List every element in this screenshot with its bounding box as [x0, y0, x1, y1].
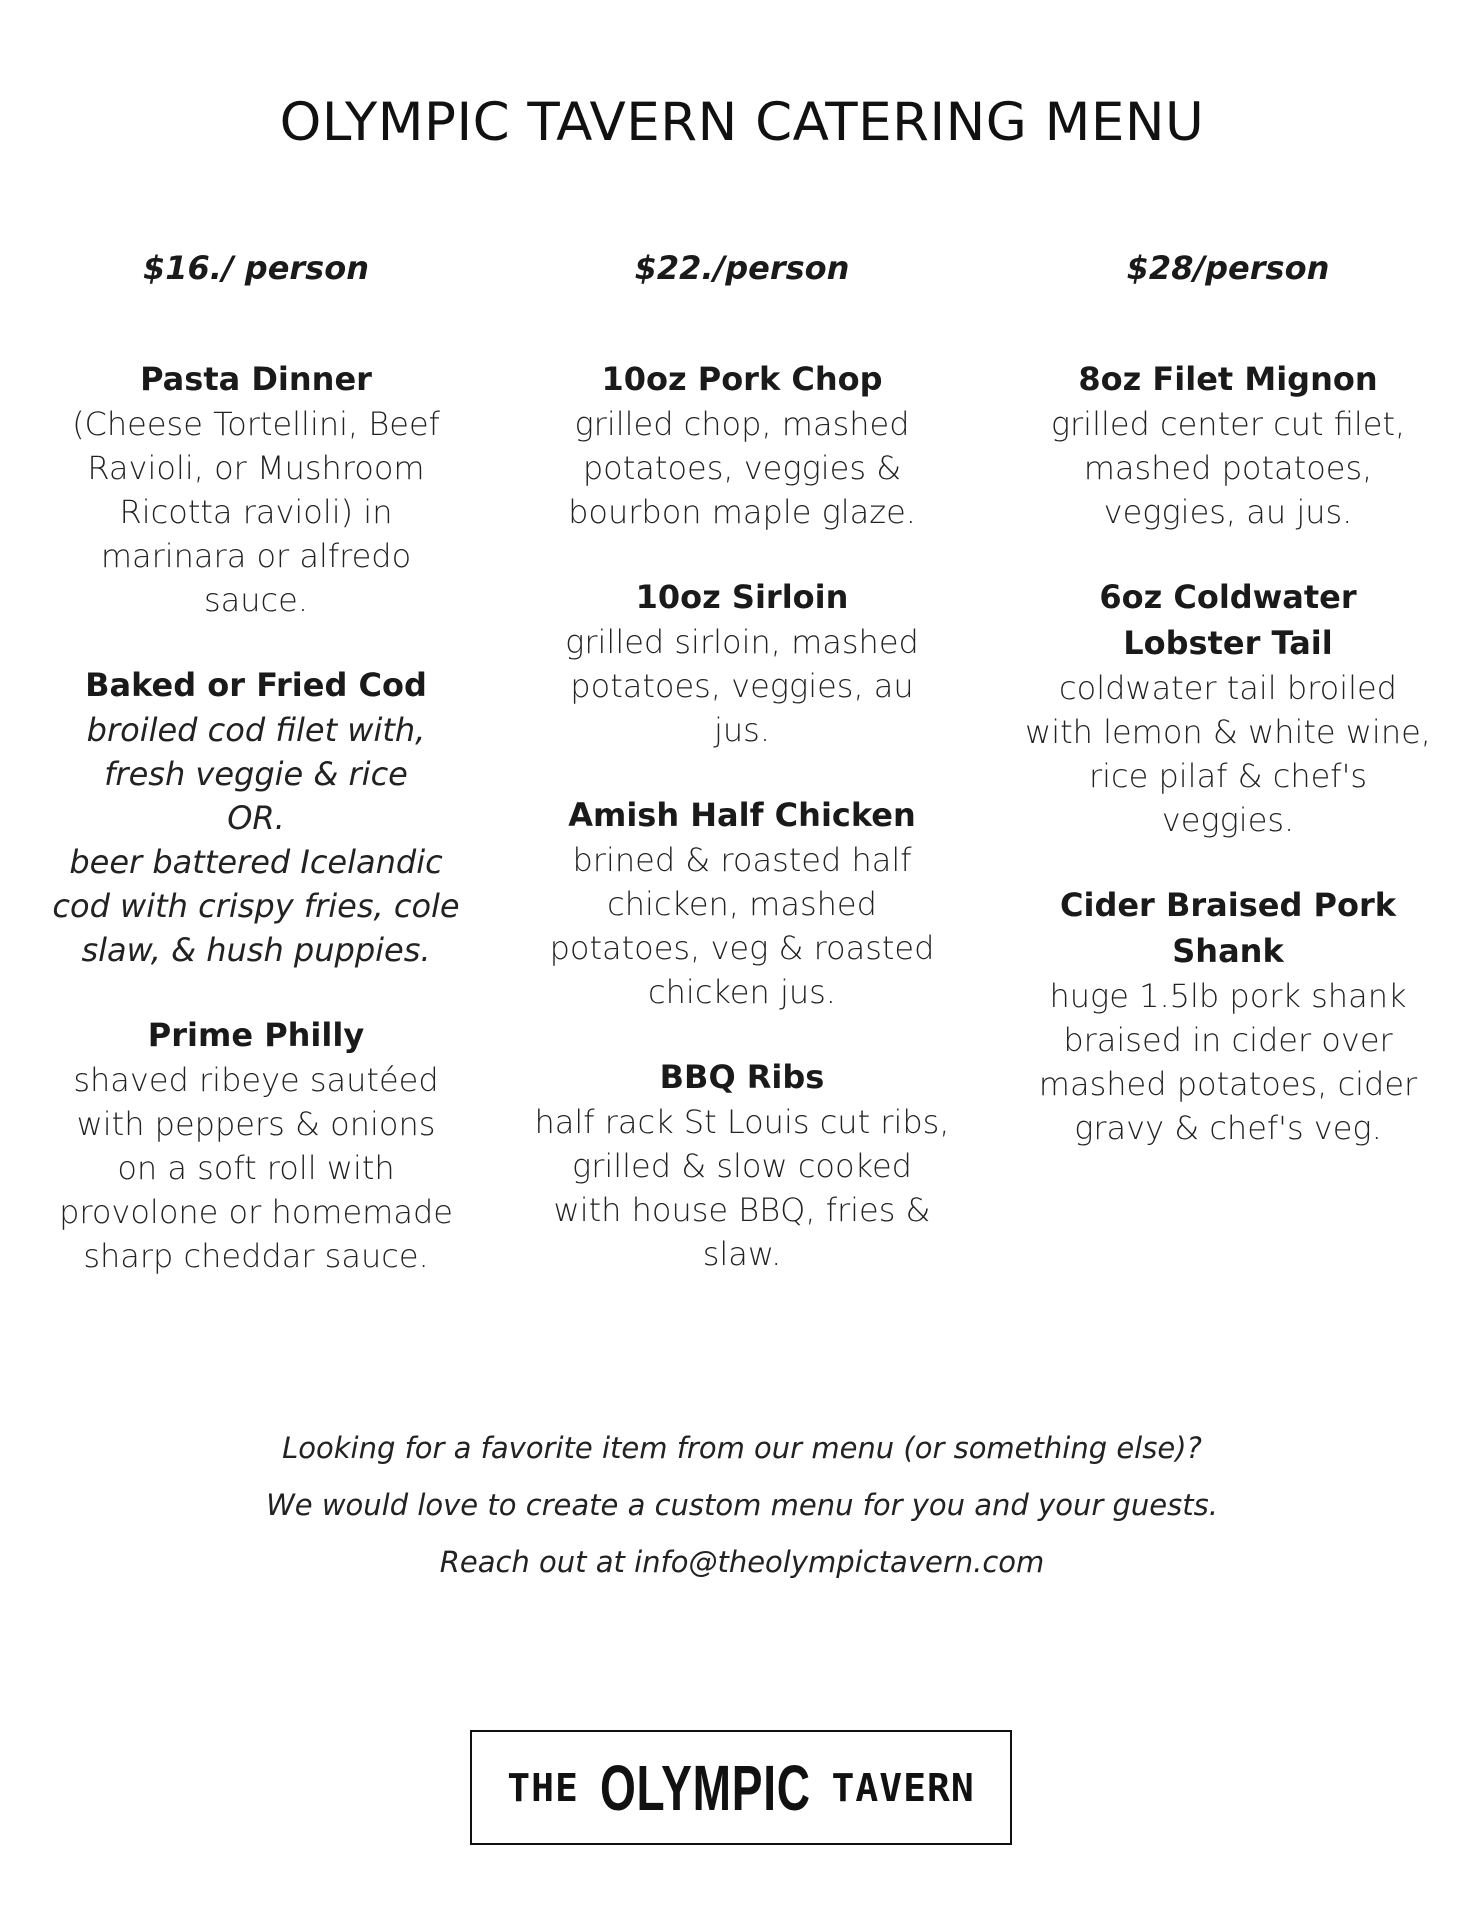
menu-item-name: Amish Half Chicken — [568, 796, 916, 834]
description-line: coldwater tail broiled — [1059, 669, 1397, 707]
menu-item-name: 10oz Sirloin — [635, 578, 849, 616]
menu-column — [1018, 248, 1438, 1190]
menu-item — [1018, 882, 1438, 1150]
menu-item-name: 6oz Coldwater — [1099, 578, 1357, 616]
description-line: slaw. — [702, 1235, 782, 1273]
description-line: mashed potatoes, — [1083, 449, 1373, 487]
menu-item-name: 8oz Filet Mignon — [1078, 360, 1378, 398]
description-line: slaw, & hush puppies. — [81, 931, 431, 969]
logo-word-tavern: TAVERN — [831, 1765, 975, 1810]
description-line: sharp cheddar sauce. — [83, 1237, 429, 1275]
menu-item — [532, 356, 952, 534]
description-line: marinara or alfredo — [100, 537, 412, 575]
description-line: braised in cider over — [1063, 1021, 1393, 1059]
description-line: chicken, mashed — [607, 885, 877, 923]
menu-item-description — [46, 1058, 466, 1278]
description-line: OR. — [227, 799, 285, 837]
menu-item — [1018, 574, 1438, 842]
description-line: Ravioli, or Mushroom — [87, 449, 425, 487]
description-line: grilled & slow cooked — [572, 1147, 912, 1185]
description-line: potatoes, veg & roasted — [549, 929, 935, 967]
description-line: with lemon & white wine, — [1025, 713, 1431, 751]
menu-item-description — [532, 402, 952, 534]
description-line: bourbon maple glaze. — [568, 493, 916, 531]
price-per-person: $22./person — [634, 249, 850, 287]
menu-item — [532, 574, 952, 752]
menu-column — [46, 248, 466, 1318]
description-line: fresh veggie & rice — [104, 755, 408, 793]
menu-item — [46, 356, 466, 622]
menu-item — [1018, 356, 1438, 534]
menu-item-name: Cider Braised Pork — [1059, 886, 1396, 924]
description-line: chicken jus. — [648, 973, 836, 1011]
menu-item-name: Lobster Tail — [1123, 624, 1333, 662]
custom-menu-note — [0, 1420, 1484, 1591]
description-line: potatoes, veggies & — [582, 449, 902, 487]
description-line: broiled cod filet with, — [86, 711, 426, 749]
description-line: potatoes, veggies, au — [570, 667, 914, 705]
menu-item-description — [46, 402, 466, 622]
menu-item — [532, 792, 952, 1014]
menu-item-description — [1018, 666, 1438, 842]
menu-item-name: Shank — [1172, 932, 1284, 970]
description-line: provolone or homemade — [59, 1193, 453, 1231]
description-line: jus. — [713, 711, 770, 749]
menu-item-name: Prime Philly — [147, 1016, 365, 1054]
menu-item-description — [532, 620, 952, 752]
footer-line: We would love to create a custom menu for you and your guests. — [266, 1488, 1218, 1522]
menu-item-description — [532, 1100, 952, 1276]
menu-item — [46, 1012, 466, 1278]
page-title: OLYMPIC TAVERN CATERING MENU — [279, 92, 1205, 153]
menu-item-description — [532, 838, 952, 1014]
menu-item-name: Pasta Dinner — [140, 360, 372, 398]
footer-line: Reach out at info@theolympictavern.com — [439, 1545, 1045, 1579]
description-line: Ricotta ravioli) in — [119, 493, 393, 531]
menu-item-description — [46, 708, 466, 972]
menu-item — [46, 662, 466, 972]
menu-item-description — [1018, 974, 1438, 1150]
description-line: grilled sirloin, mashed — [565, 623, 919, 661]
logo-word-olympic: OLYMPIC — [599, 1751, 811, 1824]
description-line: with peppers & onions — [76, 1105, 436, 1143]
footer-line: Looking for a favorite item from our menu (or something else)? — [282, 1431, 1202, 1465]
description-line: mashed potatoes, cider — [1038, 1065, 1418, 1103]
price-per-person: $16./ person — [143, 249, 369, 287]
description-line: gravy & chef's veg. — [1074, 1109, 1382, 1147]
description-line: grilled center cut filet, — [1050, 405, 1406, 443]
olympic-tavern-logo — [470, 1730, 1012, 1845]
description-line: brined & roasted half — [572, 841, 912, 879]
menu-item-name: 10oz Pork Chop — [601, 360, 883, 398]
description-line: veggies, au jus. — [1103, 493, 1353, 531]
description-line: with house BBQ, fries & — [553, 1191, 931, 1229]
description-line: rice pilaf & chef's — [1088, 757, 1368, 795]
description-line: sauce. — [203, 581, 308, 619]
menu-item-name: BBQ Ribs — [659, 1058, 825, 1096]
description-line: grilled chop, mashed — [574, 405, 910, 443]
description-line: shaved ribeye sautéed — [73, 1061, 439, 1099]
menu-item-description — [1018, 402, 1438, 534]
description-line: half rack St Louis cut ribs, — [534, 1103, 950, 1141]
description-line: cod with crispy fries, cole — [52, 887, 460, 925]
logo-word-the: THE — [507, 1765, 579, 1810]
description-line: (Cheese Tortellini, Beef — [72, 405, 440, 443]
description-line: veggies. — [1161, 801, 1295, 839]
description-line: beer battered Icelandic — [69, 843, 443, 881]
price-per-person: $28/person — [1126, 249, 1330, 287]
description-line: huge 1.5lb pork shank — [1049, 977, 1407, 1015]
menu-column — [532, 248, 952, 1316]
menu-item-name: Baked or Fried Cod — [85, 666, 427, 704]
menu-item — [532, 1054, 952, 1276]
description-line: on a soft roll with — [117, 1149, 395, 1187]
